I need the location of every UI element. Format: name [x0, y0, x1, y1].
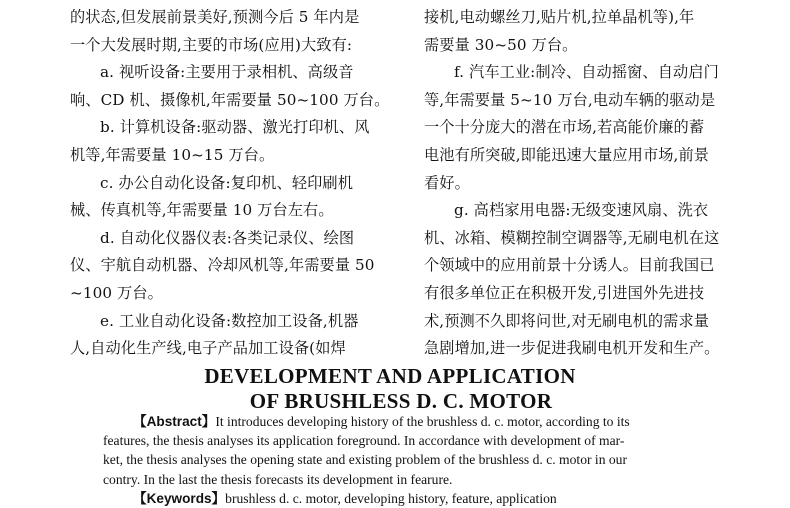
text-line: 的状态,但发展前景美好,预测今后 5 年内是	[70, 8, 360, 26]
english-title-line1: DEVELOPMENT AND APPLICATION	[204, 364, 576, 388]
text-line: 有很多单位正在积极开发,引进国外先进技	[424, 283, 705, 302]
text-line: 机、冰箱、模糊控制空调器等,无刷电机在这	[424, 228, 720, 247]
abstract-line: features, the thesis analyses its application foreground. In accordance with development of mar-	[103, 433, 625, 449]
abstract-line: contry. In the last the thesis forecasts its development in fearure.	[103, 471, 453, 487]
text-line: 术,预测不久即将问世,对无刷电机的需求量	[424, 311, 710, 330]
list-item-b: b. 计算机设备:驱动器、激光打印机、风	[100, 118, 370, 137]
list-item-e: e. 工业自动化设备:数控加工设备,机器	[100, 311, 359, 330]
english-title-line2: OF BRUSHLESS D. C. MOTOR	[249, 389, 553, 413]
text-line: 响、CD 机、摄像机,年需要量 50~100 万台。	[70, 90, 390, 109]
abstract-block	[103, 412, 743, 508]
left-column	[70, 4, 392, 363]
text-line: 一个十分庞大的潜在市场,若高能价廉的蓄	[424, 118, 705, 137]
text-line: 个领域中的应用前景十分诱人。目前我国已	[424, 256, 715, 275]
abstract-line: ket, the thesis analyses the opening state and existing problem of the brushless d. c. motor in our	[103, 452, 628, 468]
text-line: 仪、宇航自动机器、冷却风机等,年需要量 50	[70, 256, 375, 275]
text-line: 急剧增加,进一步促进我刷电机开发和生产。	[424, 339, 720, 358]
text-line: 接机,电动螺丝刀,贴片机,拉单晶机等),年	[424, 8, 695, 26]
list-item-c: c. 办公自动化设备:复印机、轻印刷机	[100, 173, 353, 192]
keywords-tag: 【Keywords】	[133, 490, 226, 506]
list-item-d: d. 自动化仪器仪表:各类记录仪、绘图	[100, 228, 355, 247]
keywords-line	[103, 489, 743, 508]
text-line: 需要量 30~50 万台。	[424, 35, 578, 54]
text-line: 等,年需要量 5~10 万台,电动车辆的驱动是	[424, 90, 716, 109]
list-item-g: g. 高档家用电器:无级变速风扇、洗衣	[454, 201, 709, 220]
text-line: 看好。	[424, 173, 470, 192]
text-line: 机等,年需要量 10~15 万台。	[70, 145, 275, 164]
right-column	[424, 4, 754, 363]
list-item-f: f. 汽车工业:制冷、自动摇窗、自动启门	[454, 63, 719, 82]
abstract-text: It introduces developing history of the brushless d. c. motor, according to its	[215, 414, 630, 429]
text-line: 电池有所突破,即能迅速大量应用市场,前景	[424, 145, 710, 164]
text-line: 人,自动化生产线,电子产品加工设备(如焊	[70, 339, 346, 358]
list-item-a: a. 视听设备:主要用于录相机、高级音	[100, 63, 354, 82]
keywords-text: brushless d. c. motor, developing history, feature, application	[225, 490, 557, 506]
text-line: 械、传真机等,年需要量 10 万台左右。	[70, 201, 334, 220]
abstract-tag: 【Abstract】	[133, 414, 216, 429]
text-line: ~100 万台。	[70, 283, 163, 302]
abstract-line	[103, 412, 743, 431]
text-line: 一个大发展时期,主要的市场(应用)大致有:	[70, 35, 353, 54]
